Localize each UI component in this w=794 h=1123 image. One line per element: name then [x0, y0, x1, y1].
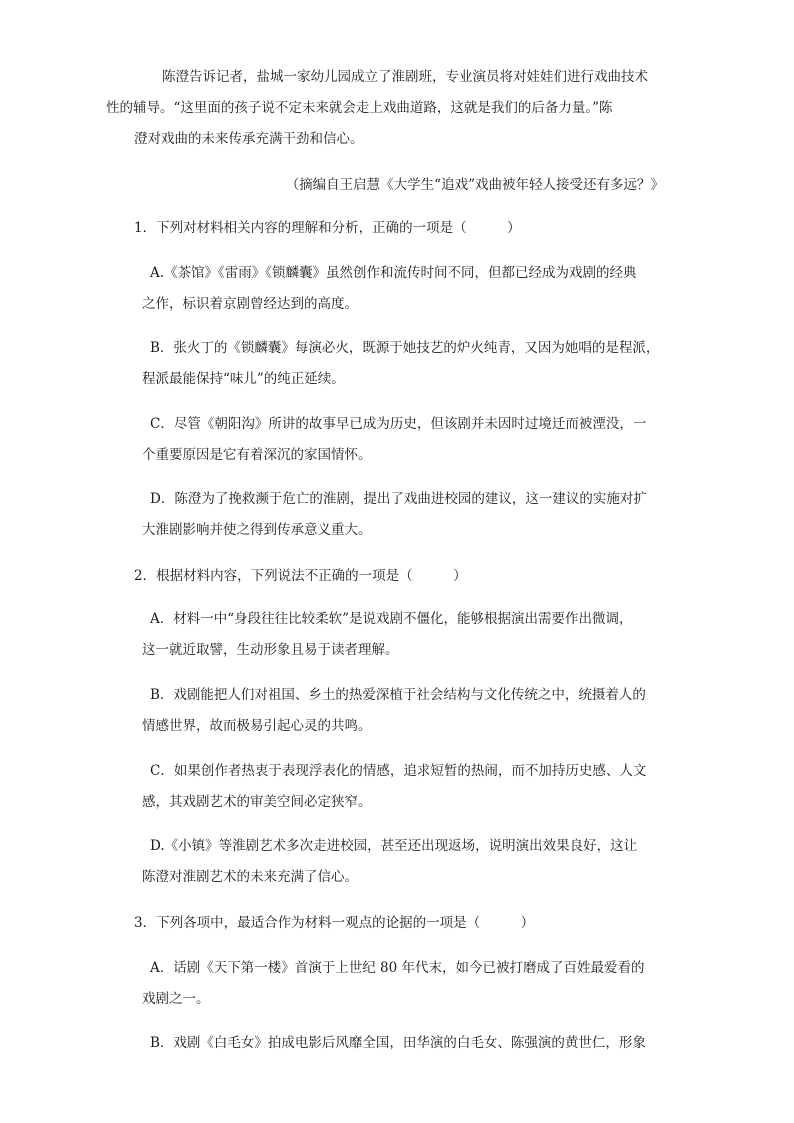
option-d	[142, 831, 668, 893]
option-b	[142, 680, 668, 742]
passage-paragraph	[106, 62, 664, 155]
option-line: D．陈澄为了挽救濒于危亡的淮剧，提出了戏曲进校园的建议，这一建议的实施对扩	[150, 491, 647, 507]
option-line: 感，其戏剧艺术的审美空间必定狭窄。	[142, 794, 372, 810]
option-b	[150, 1028, 668, 1059]
option-a	[142, 604, 668, 666]
option-c	[142, 756, 668, 818]
option-line: C．尽管《朝阳沟》所讲的故事早已成为历史，但该剧并未因时过境迁而被湮没，一	[150, 416, 647, 432]
option-line: 情感世界，故而极易引起心灵的共鸣。	[142, 718, 372, 734]
passage-line: 性的辅导。“这里面的孩子说不定未来就会走上戏曲道路，这就是我们的后备力量。”陈	[106, 100, 613, 116]
question-stem: 2．根据材料内容，下列说法不正确的一项是（ ）	[134, 568, 467, 584]
option-line: A．材料一中“身段往往比较柔软”是说戏剧不僵化，能够根据演出需要作出微调，	[150, 611, 633, 627]
option-b	[142, 333, 668, 395]
passage-line: 澄对戏曲的未来传承充满干劲和信心。	[134, 131, 364, 147]
option-line: D.《小镇》等淮剧艺术多次走进校园，甚至还出现返场，说明演出效果良好，这让	[150, 838, 638, 854]
passage-line: 陈澄告诉记者，盐城一家幼儿园成立了淮剧班，专业演员将对娃娃们进行戏曲技术	[162, 69, 648, 85]
question-stem: 3．下列各项中，最适合作为材料一观点的论据的一项是（ ）	[134, 915, 535, 931]
option-c	[142, 409, 668, 471]
option-line: 个重要原因是它有着深沉的家国情怀。	[142, 447, 372, 463]
question-stem: 1．下列对材料相关内容的理解和分析，正确的一项是（ ）	[134, 220, 521, 236]
option-a	[142, 258, 668, 320]
option-line: B．张火丁的《锁麟囊》每演必火，既源于她技艺的炉火纯青，又因为她唱的是程派，	[150, 340, 660, 356]
option-line: C．如果创作者热衷于表现浮表化的情感，追求短暂的热闹，而不加持历史感、人文	[150, 763, 647, 779]
passage-source: （摘编自王启慧《大学生“追戏”戏曲被年轻人接受还有多远？》	[285, 177, 664, 193]
option-d	[142, 484, 668, 546]
option-line: 大淮剧影响并使之得到传承意义重大。	[142, 522, 372, 538]
option-line: 陈澄对淮剧艺术的未来充满了信心。	[142, 869, 358, 885]
option-line: A．话剧《天下第一楼》首演于上世纪 80 年代末，如今已被打磨成了百姓最爱看的	[150, 960, 645, 976]
option-line: B．戏剧能把人们对祖国、乡土的热爱深植于社会结构与文化传统之中，统摄着人的	[150, 687, 646, 703]
option-a	[142, 953, 668, 1015]
option-line: 程派最能保持“味儿”的纯正延续。	[142, 371, 345, 387]
option-line: 戏剧之一。	[142, 991, 210, 1007]
option-line: A.《茶馆》《雷雨》《锁麟囊》虽然创作和流传时间不同，但都已经成为戏剧的经典	[150, 265, 637, 281]
option-line: B．戏剧《白毛女》拍成电影后风靡全国，田华演的白毛女、陈强演的黄世仁，形象	[150, 1035, 646, 1051]
option-line: 这一就近取譬，生动形象且易于读者理解。	[142, 642, 399, 658]
option-line: 之作，标识着京剧曾经达到的高度。	[142, 296, 358, 312]
